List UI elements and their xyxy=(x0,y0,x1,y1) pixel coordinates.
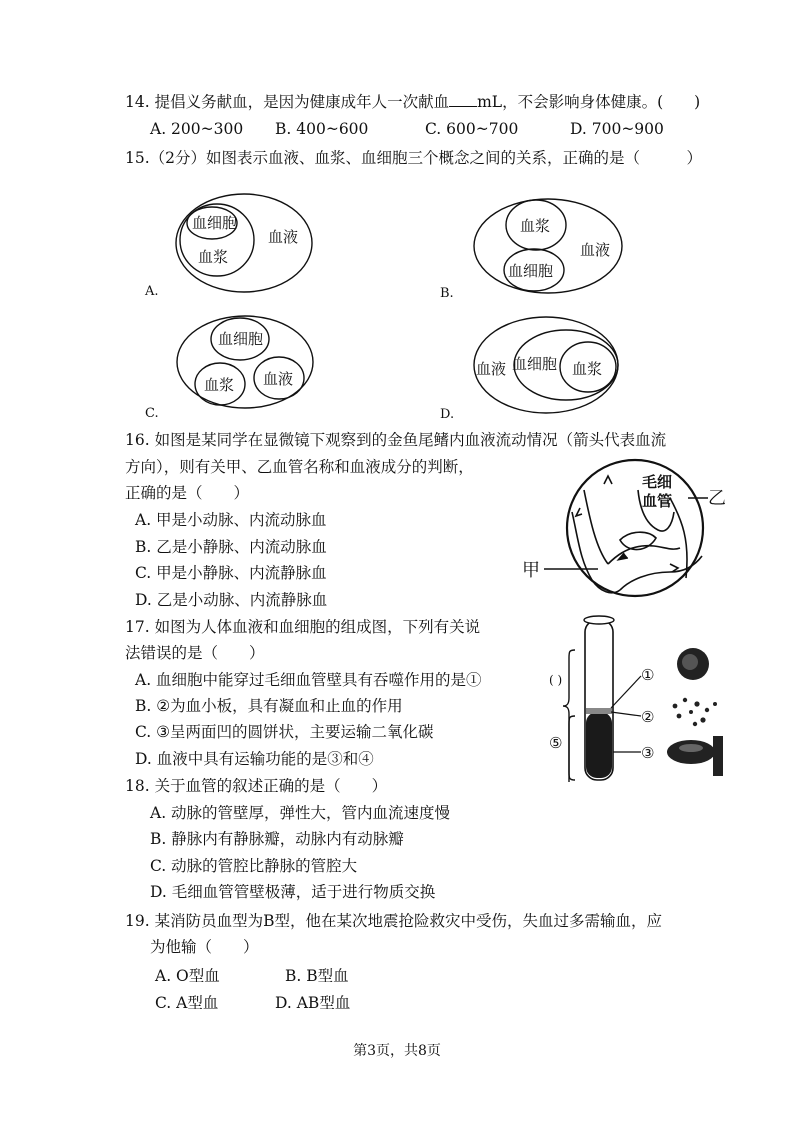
q17-option-b: B. ②为血小板，具有凝血和止血的作用 xyxy=(135,697,403,715)
label-cells: 血细胞 xyxy=(218,330,264,348)
red-blood-cell-side-icon xyxy=(713,736,723,776)
q19-option-a: A. O型血 xyxy=(155,967,220,985)
label-plasma: 血浆 xyxy=(572,360,603,378)
label-plasma: 血浆 xyxy=(204,376,235,394)
q14-option-b: B. 400~600 xyxy=(275,120,369,138)
vessel-path xyxy=(620,556,702,590)
label-yi: 乙 xyxy=(708,488,726,509)
label-plasma: 血浆 xyxy=(520,217,551,235)
label-jia: 甲 xyxy=(522,560,540,581)
label-n3: ③ xyxy=(641,744,655,762)
q17-stem-line2: 法错误的是（ ） xyxy=(125,644,265,662)
nucleus xyxy=(682,654,698,670)
q16-option-d: D. 乙是小动脉、内流静脉血 xyxy=(135,591,328,609)
leader-line-2 xyxy=(611,712,641,716)
q14-option-c: C. 600~700 xyxy=(425,120,519,138)
q18-option-c: C. 动脉的管腔比静脉的管腔大 xyxy=(150,857,358,875)
label-n5: ⑤ xyxy=(549,734,563,752)
q15-option-c: C. xyxy=(145,406,159,421)
label-cells: 血细胞 xyxy=(508,262,554,280)
q19-option-b: B. B型血 xyxy=(285,967,349,985)
leader-line-1 xyxy=(611,676,641,708)
q17-blood-tube-figure xyxy=(545,612,725,790)
q19-option-d: D. AB型血 xyxy=(275,994,351,1012)
q18-option-b: B. 静脉内有静脉瓣，动脉内有动脉瓣 xyxy=(150,830,404,848)
vessel-path xyxy=(572,512,620,593)
q19-option-c: C. A型血 xyxy=(155,994,219,1012)
q15-diagram-d xyxy=(470,311,630,417)
q16-stem-line1: 16. 如图是某同学在显微镜下观察到的金鱼尾鳍内血液流动情况（箭头代表血流 xyxy=(125,431,667,449)
q16-stem-line2: 方向），则有关甲、乙血管名称和血液成分的判断， xyxy=(125,458,474,476)
label-n2: ② xyxy=(641,708,655,726)
label-blood: 血液 xyxy=(263,370,294,388)
q15-option-a: A. xyxy=(145,284,159,299)
q16-stem-line3: 正确的是（ ） xyxy=(125,484,250,502)
label-blood: 血液 xyxy=(268,228,299,246)
q17-option-d: D. 血液中具有运输功能的是③和④ xyxy=(135,750,374,768)
q17-option-c: C. ③呈两面凹的圆饼状，主要运输二氧化碳 xyxy=(135,723,434,741)
label-blood: 血液 xyxy=(580,241,611,259)
tube-rim xyxy=(584,616,614,624)
flow-arrow-icon xyxy=(604,476,612,484)
q17-option-a: A. 血细胞中能穿过毛细血管壁具有吞噬作用的是① xyxy=(135,671,482,689)
q19-stem-line1: 19. 某消防员血型为B型，他在某次地震抢险救灾中受伤，失血过多需输血，应 xyxy=(125,912,662,930)
label-cells: 血细胞 xyxy=(192,214,238,232)
q16-option-c: C. 甲是小静脉、内流静脉血 xyxy=(135,564,327,582)
q19-stem-line2: 为他输（ ） xyxy=(150,938,259,956)
rbc-center xyxy=(679,744,703,752)
buffy-coat-layer xyxy=(586,708,612,714)
label-blood: 血液 xyxy=(476,360,507,378)
q16-option-a: A. 甲是小动脉、内流动脉血 xyxy=(135,511,327,529)
q18-stem: 18. 关于血管的叙述正确的是（ ） xyxy=(125,777,388,795)
label-bracket-top: ( ) xyxy=(549,673,563,687)
q17-stem-line1: 17. 如图为人体血液和血细胞的组成图，下列有关说 xyxy=(125,618,481,636)
q18-option-a: A. 动脉的管壁厚，弹性大，管内血流速度慢 xyxy=(150,804,451,822)
q15-diagram-a xyxy=(172,190,322,300)
q14-stem: 14. 提倡义务献血，是因为健康成年人一次献血 mL，不会影响身体健康。( ) xyxy=(125,93,701,111)
q15-diagram-c xyxy=(173,312,323,416)
label-capillary-1: 毛细 xyxy=(642,473,673,491)
q14-blank xyxy=(449,92,477,107)
q15-diagram-b xyxy=(470,195,630,300)
q14-option-d: D. 700~900 xyxy=(570,120,664,138)
q18-option-d: D. 毛细血管管壁极薄，适于进行物质交换 xyxy=(150,883,436,901)
q16-option-b: B. 乙是小静脉、内流动脉血 xyxy=(135,538,327,556)
q14-option-a: A. 200~300 xyxy=(150,120,244,138)
label-cells: 血细胞 xyxy=(512,355,558,373)
page-number: 第3页，共8页 xyxy=(353,1043,441,1059)
flow-arrow-icon xyxy=(576,508,582,516)
bracket-left-lower xyxy=(569,716,575,780)
label-plasma: 血浆 xyxy=(198,248,229,266)
label-n1: ① xyxy=(641,666,655,684)
q15-option-b: B. xyxy=(440,286,454,301)
label-capillary-2: 血管 xyxy=(642,492,673,510)
q15-option-d: D. xyxy=(440,407,455,422)
platelets-icon xyxy=(673,698,717,726)
q16-microscope-figure xyxy=(520,460,730,620)
q15-stem: 15.（2分）如图表示血液、血浆、血细胞三个概念之间的关系，正确的是（ ） xyxy=(125,149,703,167)
vessel-path xyxy=(584,490,608,564)
blood-cells-layer xyxy=(586,712,612,778)
